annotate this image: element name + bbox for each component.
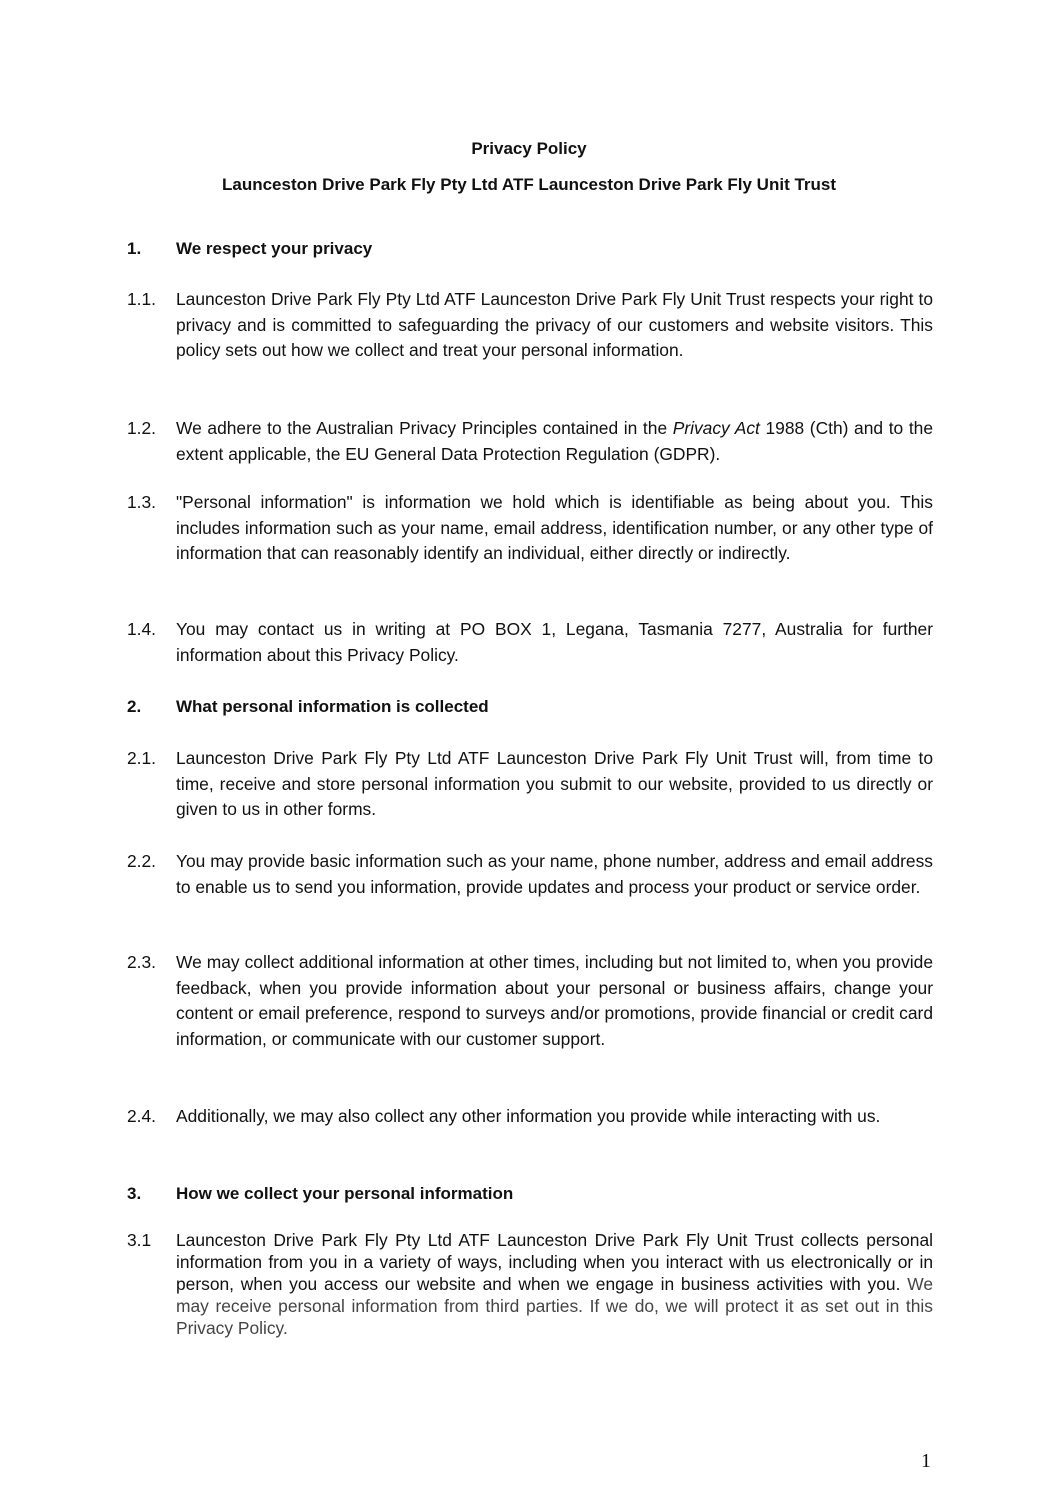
clause-text xyxy=(176,416,933,467)
section-number: 3. xyxy=(127,1184,142,1203)
clause-text: Additionally, we may also collect any other information you provide while interacting with us. xyxy=(176,1106,881,1126)
clause-text: You may contact us in writing at PO BOX 1, Legana, Tasmania 7277, Australia for further information about this Privacy Policy. xyxy=(176,619,933,665)
act-name: Privacy Act xyxy=(672,418,760,438)
clause-text: Launceston Drive Park Fly Pty Ltd ATF Launceston Drive Park Fly Unit Trust will, from time to time, receive and store personal information you submit to our website, provided to us directly or given to us in other forms. xyxy=(176,748,933,820)
document-title: Privacy Policy xyxy=(471,139,587,158)
clause-number: 1.3. xyxy=(127,492,157,512)
clause-text: Launceston Drive Park Fly Pty Ltd ATF Launceston Drive Park Fly Unit Trust respects your right to privacy and is committed to safeguarding the privacy of our customers and website visitors. This policy sets out how we collect and treat your personal information. xyxy=(176,289,933,361)
clause-text-part: 1988 (Cth) and to the extent applicable, the EU General Data Protection Regulation (GDPR). xyxy=(176,418,933,464)
page-number: 1 xyxy=(921,1450,931,1472)
section-title: How we collect your personal information xyxy=(176,1184,514,1203)
clause-number: 2.1. xyxy=(127,748,157,768)
clause-number: 2.4. xyxy=(127,1106,157,1126)
clause-number: 1.4. xyxy=(127,619,157,639)
document-subtitle: Launceston Drive Park Fly Pty Ltd ATF Launceston Drive Park Fly Unit Trust xyxy=(221,175,837,194)
clause-number: 1.1. xyxy=(127,289,157,309)
section-number: 1. xyxy=(127,239,142,258)
clause-text-part: We may receive personal information from third parties. If we do, we will protect it as set out in this Privacy Policy. xyxy=(176,1274,934,1338)
section-number: 2. xyxy=(127,697,142,716)
section-title: What personal information is collected xyxy=(176,697,489,716)
clause-number: 1.2. xyxy=(127,418,157,438)
clause-text-part: Launceston Drive Park Fly Pty Ltd ATF Launceston Drive Park Fly Unit Trust collects personal information from you in a variety of ways, including when you interact with us electronically or in person, when you access our website and when we engage in business activities with you. xyxy=(176,1230,933,1294)
clause-text: You may provide basic information such as your name, phone number, address and email address to enable us to send you information, provide updates and process your product or service order. xyxy=(176,851,933,897)
section-title: We respect your privacy xyxy=(176,239,373,258)
clause-text: We may collect additional information at other times, including but not limited to, when you provide feedback, when you provide information about your personal or business affairs, change your content or email preference, respond to surveys and/or promotions, provide financial or credit card information, or communicate with our customer support. xyxy=(176,952,933,1049)
clause-number: 2.2. xyxy=(127,851,157,871)
clause-text xyxy=(176,1229,933,1339)
clause-number: 2.3. xyxy=(127,952,157,972)
clause-number: 3.1 xyxy=(127,1230,152,1250)
clause-text-part: We adhere to the Australian Privacy Principles contained in the xyxy=(176,418,673,438)
clause-text: "Personal information" is information we hold which is identifiable as being about you. This includes information such as your name, email address, identification number, or any other type of information that can reasonably identify an individual, either directly or indirectly. xyxy=(176,492,933,564)
